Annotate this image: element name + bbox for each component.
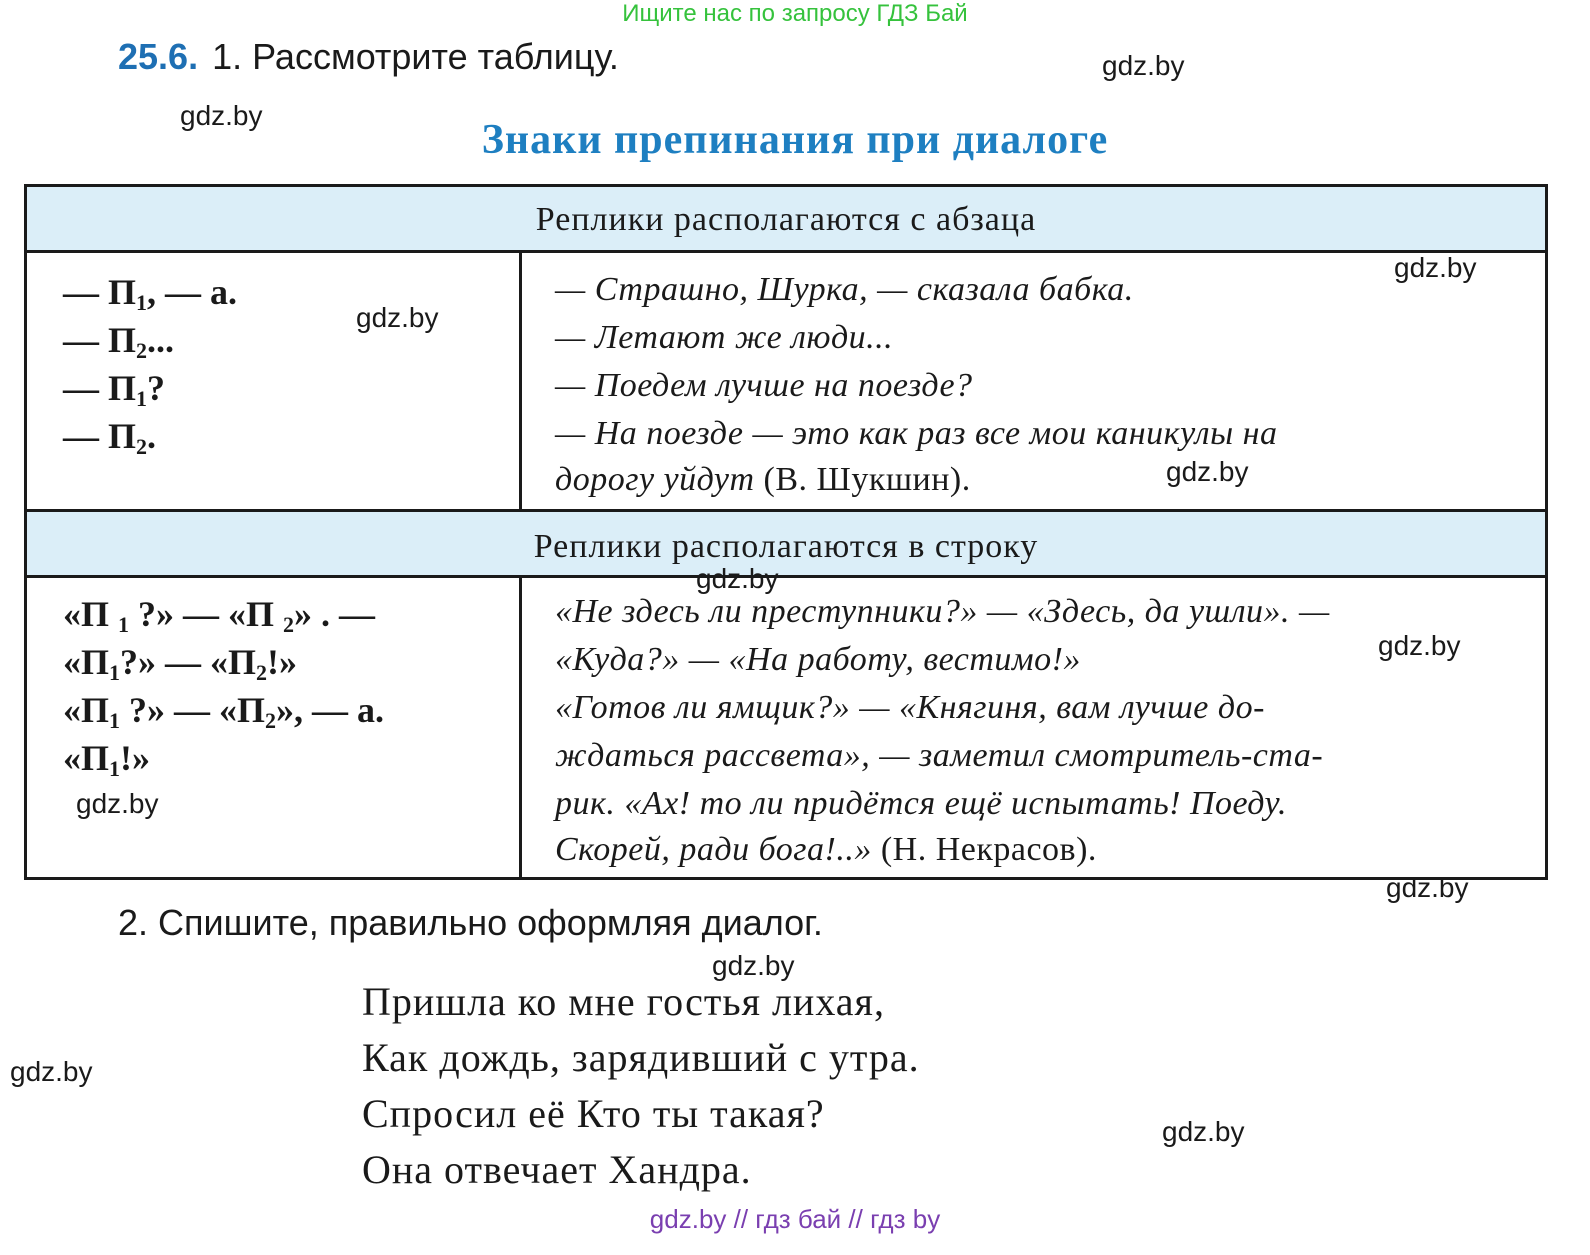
schema-line: — $П_2$... xyxy=(63,320,175,363)
example-author: (Н. Некрасов). xyxy=(871,831,1097,868)
schema-line: «П $_1$ ?» — «П $_2$» . — xyxy=(63,594,376,637)
task2-text: 2. Спишите, правильно оформляя диалог. xyxy=(118,902,823,943)
watermark: gdz.by xyxy=(1386,872,1469,903)
watermark: gdz.by xyxy=(696,563,779,594)
schema-line: — $П_2$. xyxy=(63,416,157,459)
table-title: Знаки препинания при диалоге xyxy=(481,117,1109,163)
exercise-header xyxy=(118,36,619,78)
schema-line: — $П_1$? xyxy=(63,368,166,411)
section1-header: Реплики располагаются с абзаца xyxy=(27,187,1545,253)
column-divider xyxy=(519,253,522,509)
section2-header: Реплики располагаются в строку xyxy=(27,509,1545,578)
schema-line: — $П_1$, — а. xyxy=(63,272,238,315)
example-line: «Не здесь ли преступники?» — «Здесь, да ушли». — xyxy=(555,593,1330,630)
watermark: gdz.by xyxy=(712,950,795,981)
footer-links: gdz.by // гдз бай // гдз by xyxy=(649,1204,941,1234)
example-line: — Летают же люди... xyxy=(555,319,894,356)
example-line: дорогу уйдут (В. Шукшин). xyxy=(555,461,971,498)
watermark: gdz.by xyxy=(356,302,439,333)
example-line: — Страшно, Шурка, — сказала бабка. xyxy=(555,271,1134,308)
watermark: gdz.by xyxy=(1102,50,1185,81)
watermark: gdz.by xyxy=(1394,252,1477,283)
punctuation-table xyxy=(24,184,1548,880)
exercise-number: 25.6. xyxy=(118,36,199,77)
example-line: — На поезде — это как раз все мои каникулы на xyxy=(555,415,1278,452)
example-line: рик. «Ах! то ли придётся ещё испытать! Поеду. xyxy=(555,785,1287,822)
watermark: gdz.by xyxy=(1378,630,1461,661)
example-author: (В. Шукшин). xyxy=(754,461,971,498)
example-line: ждаться рассвета», — заметил смотритель-ста- xyxy=(555,737,1324,774)
poem-line: Спросил её Кто ты такая? xyxy=(362,1091,825,1136)
top-banner: Ищите нас по запросу ГДЗ Бай xyxy=(622,0,968,27)
watermark: gdz.by xyxy=(180,100,263,131)
schema-line: «$П_1$!» xyxy=(63,738,151,781)
example-line: — Поедем лучше на поезде? xyxy=(555,367,973,404)
poem-line: Как дождь, зарядивший с утра. xyxy=(362,1035,920,1080)
watermark: gdz.by xyxy=(1166,456,1249,487)
task1-text: 1. Рассмотрите таблицу. xyxy=(212,36,619,77)
watermark: gdz.by xyxy=(76,788,159,819)
watermark: gdz.by xyxy=(10,1056,93,1087)
example-line: Скорей, ради бога!..» (Н. Некрасов). xyxy=(555,831,1097,868)
watermark: gdz.by xyxy=(1162,1116,1245,1147)
schema-line: «$П_1$ ?» — «$П_2$», — а. xyxy=(63,690,385,733)
poem-line: Она отвечает Хандра. xyxy=(362,1147,752,1192)
column-divider xyxy=(519,578,522,877)
example-line: «Готов ли ямщик?» — «Княгиня, вам лучше до- xyxy=(555,689,1265,726)
schema-line: «$П_1$?» — «$П_2$!» xyxy=(63,642,298,685)
example-line: «Куда?» — «На работу, вестимо!» xyxy=(555,641,1081,678)
poem-line: Пришла ко мне гостья лихая, xyxy=(362,979,885,1024)
